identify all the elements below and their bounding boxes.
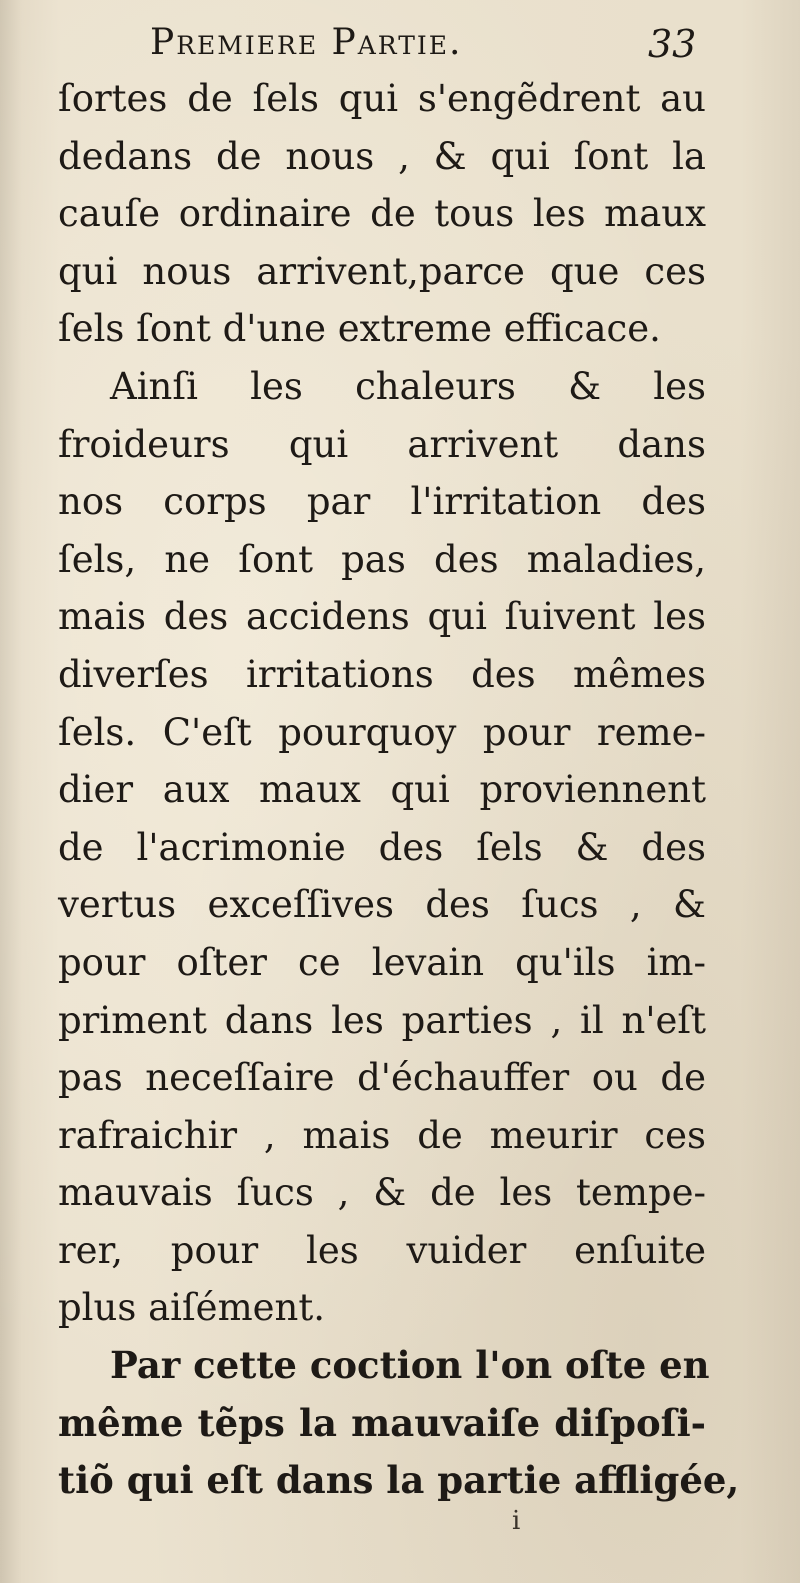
- text-line: ſels. C'eſt pourquoy pour reme-: [58, 710, 706, 754]
- text-line: pas neceſſaire d'échauffer ou de: [58, 1056, 706, 1100]
- body-text: [58, 70, 740, 1510]
- text-line: nos corps par l'irritation des: [58, 480, 706, 524]
- text-line: même tẽps la mauvaiſe diſpoſi-: [58, 1400, 706, 1445]
- text-line: de l'acrimonie des ſels & des: [58, 825, 706, 869]
- text-line: pour oſter ce levain qu'ils im-: [58, 940, 706, 984]
- text-line: ſels ſont d'une extreme efficace.: [58, 307, 661, 351]
- text-line: vertus exceſſives des ſucs , &: [58, 883, 706, 927]
- text-line: priment dans les parties , il n'eſt: [58, 998, 706, 1042]
- text-line: mais des accidens qui ſuivent les: [58, 595, 706, 639]
- running-head: Premiere Partie.: [150, 22, 463, 63]
- signature-mark: i: [512, 1506, 521, 1536]
- page-number: 33: [648, 22, 697, 66]
- text-line: mauvais ſucs , & de les tempe-: [58, 1171, 706, 1215]
- text-line: rafraichir , mais de meurir ces: [58, 1113, 706, 1157]
- text-line: ſortes de ſels qui s'engẽdrent au: [58, 77, 706, 120]
- text-line: ſels, ne ſont pas des maladies,: [58, 537, 706, 581]
- text-line: froideurs qui arrivent dans: [58, 422, 706, 466]
- text-line: plus aiſément.: [58, 1286, 326, 1330]
- text-line: dier aux maux qui proviennent: [58, 768, 706, 812]
- text-line: tiõ qui eſt dans la partie affligée,: [58, 1458, 740, 1503]
- text-line: dedans de nous , & qui ſont la: [58, 134, 706, 178]
- text-line: Par cette coction l'on oſte en: [110, 1343, 710, 1388]
- text-line: Ainſi les chaleurs & les: [110, 364, 706, 408]
- text-line: cauſe ordinaire de tous les maux: [58, 192, 706, 236]
- text-line: diverſes irritations des mêmes: [58, 652, 706, 696]
- text-line: rer, pour les vuider enſuite: [58, 1228, 706, 1272]
- text-line: qui nous arrivent,parce que ces: [58, 249, 706, 293]
- page-header: [0, 8, 800, 68]
